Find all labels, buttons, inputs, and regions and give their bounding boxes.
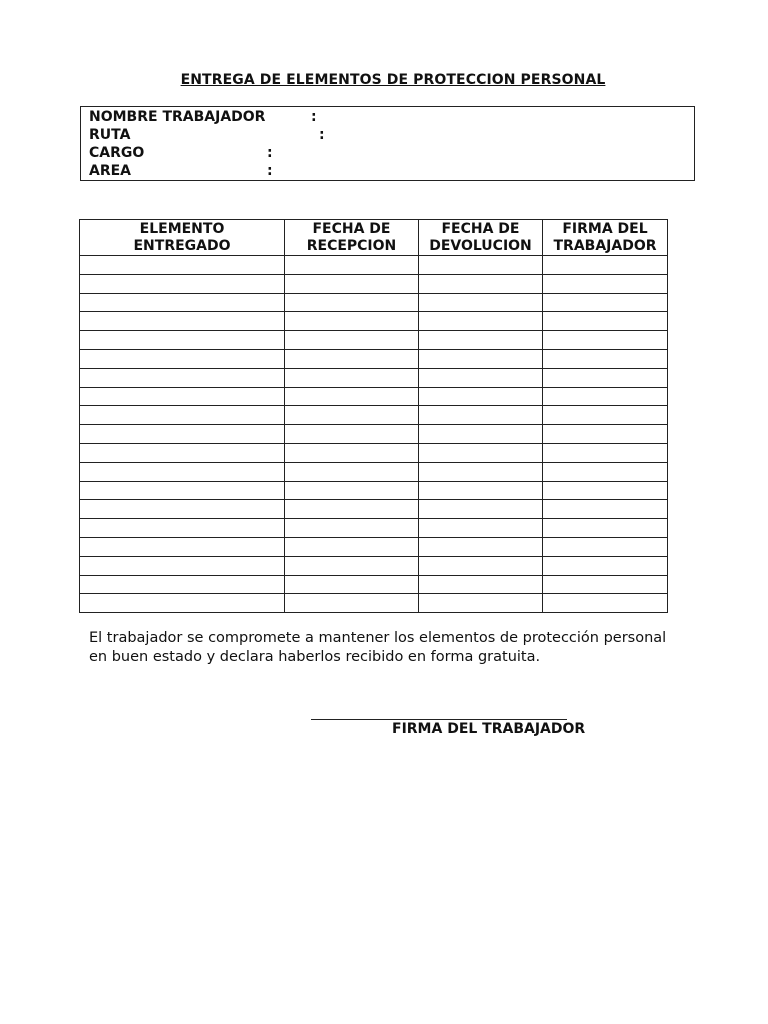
fecha-recepcion-cell[interactable] [285,425,419,444]
field-separator-cargo: : [267,145,273,161]
fecha-devolucion-cell[interactable] [419,406,543,425]
table-row [80,462,668,481]
elemento-cell[interactable] [80,368,285,387]
firma-cell[interactable] [543,331,668,350]
firma-cell[interactable] [543,500,668,519]
firma-cell[interactable] [543,481,668,500]
elemento-cell[interactable] [80,594,285,613]
firma-cell[interactable] [543,349,668,368]
fecha-devolucion-cell[interactable] [419,387,543,406]
firma-cell[interactable] [543,387,668,406]
elemento-cell[interactable] [80,500,285,519]
fecha-devolucion-cell[interactable] [419,556,543,575]
table-row [80,594,668,613]
table-row [80,500,668,519]
table-row [80,256,668,275]
firma-cell[interactable] [543,312,668,331]
elemento-cell[interactable] [80,481,285,500]
fecha-recepcion-cell[interactable] [285,575,419,594]
elemento-cell[interactable] [80,293,285,312]
field-label-ruta: RUTA [89,127,131,143]
fecha-devolucion-cell[interactable] [419,312,543,331]
table-row [80,519,668,538]
elemento-cell[interactable] [80,312,285,331]
elemento-cell[interactable] [80,519,285,538]
field-label-area: AREA [89,163,132,179]
fecha-recepcion-cell[interactable] [285,481,419,500]
firma-cell[interactable] [543,425,668,444]
field-separator-ruta: : [319,127,325,143]
signature-label: FIRMA DEL TRABAJADOR [392,721,586,737]
elemento-cell[interactable] [80,462,285,481]
table-row [80,331,668,350]
fecha-recepcion-cell[interactable] [285,443,419,462]
elemento-cell[interactable] [80,556,285,575]
table-row [80,556,668,575]
fecha-devolucion-cell[interactable] [419,293,543,312]
column-header-firma: FIRMA DEL TRABAJADOR [543,220,668,256]
fecha-recepcion-cell[interactable] [285,519,419,538]
firma-cell[interactable] [543,594,668,613]
table-row [80,312,668,331]
fecha-devolucion-cell[interactable] [419,274,543,293]
table-row [80,443,668,462]
firma-cell[interactable] [543,256,668,275]
fecha-recepcion-cell[interactable] [285,368,419,387]
table-row [80,537,668,556]
elemento-cell[interactable] [80,331,285,350]
fecha-recepcion-cell[interactable] [285,556,419,575]
elemento-cell[interactable] [80,406,285,425]
fecha-recepcion-cell[interactable] [285,349,419,368]
table-row [80,293,668,312]
fecha-devolucion-cell[interactable] [419,575,543,594]
field-separator-nombre: : [311,109,317,125]
table-header-row [80,220,668,256]
fecha-recepcion-cell[interactable] [285,462,419,481]
table-row [80,425,668,444]
fecha-recepcion-cell[interactable] [285,406,419,425]
elements-table [79,219,668,613]
table-row [80,575,668,594]
column-header-fecha-recepcion: FECHA DE RECEPCION [285,220,419,256]
firma-cell[interactable] [543,462,668,481]
fecha-recepcion-cell[interactable] [285,387,419,406]
firma-cell[interactable] [543,274,668,293]
table-body [80,256,668,613]
fecha-recepcion-cell[interactable] [285,274,419,293]
fecha-devolucion-cell[interactable] [419,594,543,613]
firma-cell[interactable] [543,293,668,312]
elemento-cell[interactable] [80,425,285,444]
fecha-recepcion-cell[interactable] [285,312,419,331]
field-label-cargo: CARGO [89,145,145,161]
field-label-nombre: NOMBRE TRABAJADOR [89,109,266,125]
worker-info-box [80,106,695,181]
elemento-cell[interactable] [80,274,285,293]
table-row [80,481,668,500]
fecha-devolucion-cell[interactable] [419,256,543,275]
table-row [80,349,668,368]
fecha-recepcion-cell[interactable] [285,594,419,613]
elemento-cell[interactable] [80,387,285,406]
table-row [80,274,668,293]
firma-cell[interactable] [543,368,668,387]
firma-cell[interactable] [543,537,668,556]
fecha-devolucion-cell[interactable] [419,500,543,519]
fecha-recepcion-cell[interactable] [285,331,419,350]
fecha-devolucion-cell[interactable] [419,368,543,387]
elemento-cell[interactable] [80,256,285,275]
elemento-cell[interactable] [80,443,285,462]
firma-cell[interactable] [543,443,668,462]
fecha-devolucion-cell[interactable] [419,349,543,368]
fecha-devolucion-cell[interactable] [419,443,543,462]
column-header-elemento: ELEMENTO ENTREGADO [80,220,285,256]
table-row [80,406,668,425]
fecha-recepcion-cell[interactable] [285,537,419,556]
fecha-recepcion-cell[interactable] [285,500,419,519]
elemento-cell[interactable] [80,349,285,368]
elemento-cell[interactable] [80,537,285,556]
commitment-statement: El trabajador se compromete a mantener los elementos de protección personal en buen estado y declara haberlos recibido en forma gratuita. [89,630,667,665]
fecha-recepcion-cell[interactable] [285,293,419,312]
fecha-devolucion-cell[interactable] [419,331,543,350]
column-header-fecha-devolucion: FECHA DE DEVOLUCION [419,220,543,256]
fecha-devolucion-cell[interactable] [419,462,543,481]
firma-cell[interactable] [543,575,668,594]
fecha-recepcion-cell[interactable] [285,256,419,275]
fecha-devolucion-cell[interactable] [419,425,543,444]
signature-line [311,719,567,720]
firma-cell[interactable] [543,556,668,575]
table-row [80,387,668,406]
firma-cell[interactable] [543,406,668,425]
fecha-devolucion-cell[interactable] [419,537,543,556]
page-title: ENTREGA DE ELEMENTOS DE PROTECCION PERSONAL [180,72,606,88]
fecha-devolucion-cell[interactable] [419,481,543,500]
firma-cell[interactable] [543,519,668,538]
field-separator-area: : [267,163,273,179]
fecha-devolucion-cell[interactable] [419,519,543,538]
elemento-cell[interactable] [80,575,285,594]
table-row [80,368,668,387]
